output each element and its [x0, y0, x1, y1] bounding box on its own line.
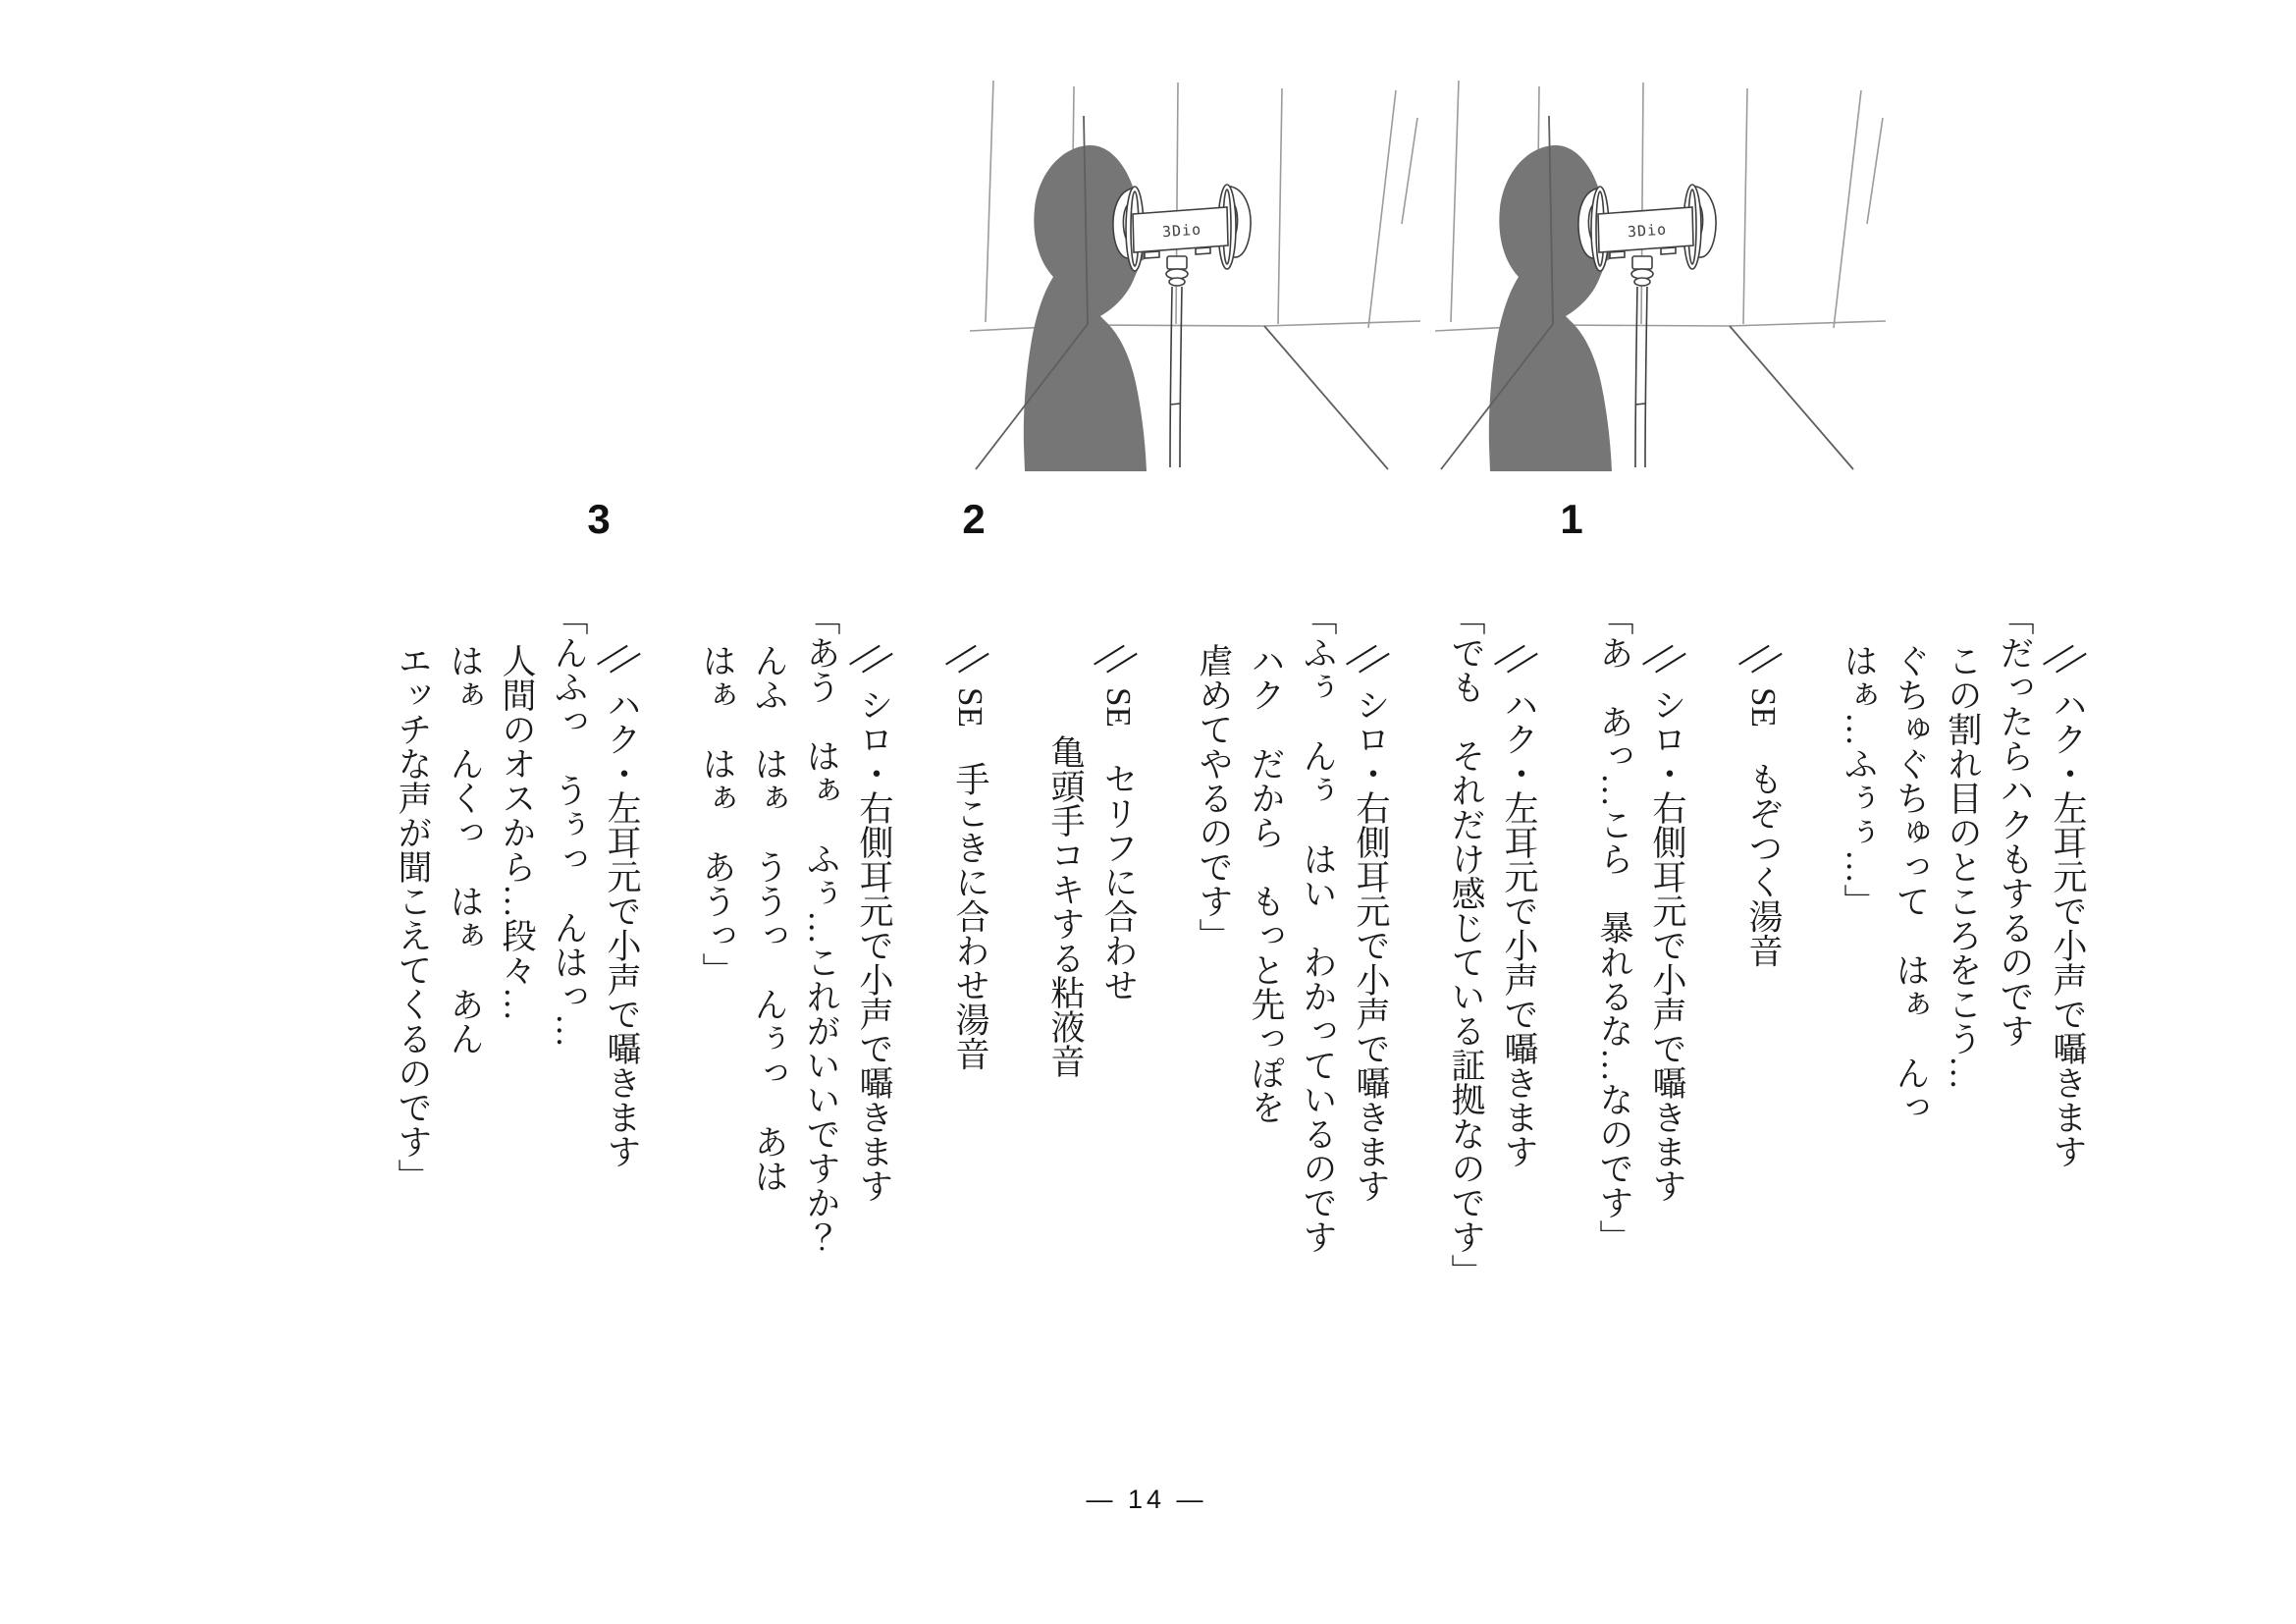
script-line [448, 601, 482, 1288]
script-line [552, 601, 586, 1288]
script-line [2050, 601, 2085, 1288]
script-line-text: はぁ はぁ あうっ」 [698, 643, 736, 987]
script-line [396, 601, 430, 1288]
mic-brand-label: 3Dio [1627, 220, 1668, 242]
script-line [1100, 601, 1136, 1288]
script-line-text: SE もぞつく湯音 [1744, 687, 1783, 968]
repeat-mark-icon [856, 636, 891, 681]
page-number: — 14 — [1086, 1485, 1207, 1514]
repeat-mark-icon [1501, 636, 1536, 681]
script-line-text: ハク だから もっと先っぽを [1247, 643, 1285, 1124]
script-line [1842, 601, 1876, 1288]
script-line-text: 人間のオスから…段々… [498, 643, 536, 1021]
repeat-mark-icon [1100, 636, 1136, 681]
script-line-text: エッチな声が聞こえてくるのです」 [394, 643, 432, 1193]
script-line [1649, 601, 1684, 1288]
script-line [1894, 601, 1928, 1288]
script-line-text: 「あ あっ…こら 暴れるな…なのです」 [1595, 601, 1633, 1254]
repeat-mark-icon [1649, 636, 1684, 681]
script-line [1301, 601, 1335, 1288]
script-line [700, 601, 734, 1288]
illustration-panel-2 [970, 79, 1421, 471]
script-line [500, 601, 534, 1288]
script-line-text: 虐めてやるのです」 [1195, 643, 1233, 952]
script-line [952, 601, 988, 1288]
script-line [604, 601, 639, 1288]
script-line-text: 「ふぅ んぅ はい わかっているのです [1299, 601, 1337, 1254]
repeat-mark-icon [604, 636, 639, 681]
script-line-text: 「だったらハクもするのです [1996, 601, 2034, 1048]
panel-number-3: 3 [587, 496, 611, 542]
script-line [1597, 601, 1631, 1288]
script-line-text: 亀頭手コキする粘液音 [1046, 734, 1085, 1078]
script-line [1501, 601, 1536, 1288]
repeat-mark-icon [2050, 636, 2085, 681]
repeat-mark-icon [952, 636, 988, 681]
script-line-text: SE 手こきに合わせ湯音 [951, 687, 989, 1071]
script-line-text: はぁ…ふぅぅ…」 [1840, 643, 1878, 918]
script-line-text: 「でも それだけ感じている証拠なのです」 [1447, 601, 1485, 1288]
illustration-panel-1 [1435, 79, 1887, 471]
panel-number-2: 2 [962, 496, 986, 542]
script-line [1197, 601, 1231, 1288]
script-line [1946, 601, 1980, 1288]
script-text [378, 601, 2085, 1288]
script-line-text: ハク・左耳元で小声で囁きます [2049, 687, 2087, 1168]
script-line [752, 601, 786, 1288]
repeat-mark-icon [1353, 636, 1388, 681]
script-line-text: んふ はぁ ううっ んぅっ あは [750, 643, 788, 1193]
script-line [1249, 601, 1283, 1288]
script-line [856, 601, 891, 1288]
script-line-text: シロ・右側耳元で小声で囁きます [855, 687, 893, 1203]
script-line [1353, 601, 1388, 1288]
panel-number-1: 1 [1560, 496, 1583, 542]
script-line-text: SE セリフに合わせ [1099, 687, 1138, 1002]
script-line-text: この割れ目のところをこう… [1944, 643, 1982, 1090]
script-line [1998, 601, 2032, 1288]
script-line-text: シロ・右側耳元で小声で囁きます [1648, 687, 1686, 1203]
script-line [804, 601, 838, 1288]
script-line-text: ハク・左耳元で小声で囁きます [1500, 687, 1538, 1168]
script-line-text: ぐちゅぐちゅって はぁ んっ [1892, 643, 1930, 1124]
silhouette-binaural-mic-drawing [1435, 79, 1887, 471]
repeat-mark-icon [1745, 636, 1781, 681]
script-line-text: ハク・左耳元で小声で囁きます [603, 687, 641, 1168]
silhouette-binaural-mic-drawing [970, 79, 1421, 471]
script-line [1048, 601, 1083, 1288]
script-line-text: 「んふっ うぅっ んはっ… [550, 601, 588, 1048]
script-line [1449, 601, 1483, 1288]
script-line [1745, 601, 1781, 1288]
script-line-text: はぁ んくっ はぁ あん [446, 643, 484, 1056]
mic-brand-label: 3Dio [1161, 220, 1202, 242]
script-line-text: シロ・右側耳元で小声で囁きます [1352, 687, 1390, 1203]
script-line-text: 「あう はぁ ふぅ…これがいいですか？ [802, 601, 840, 1254]
